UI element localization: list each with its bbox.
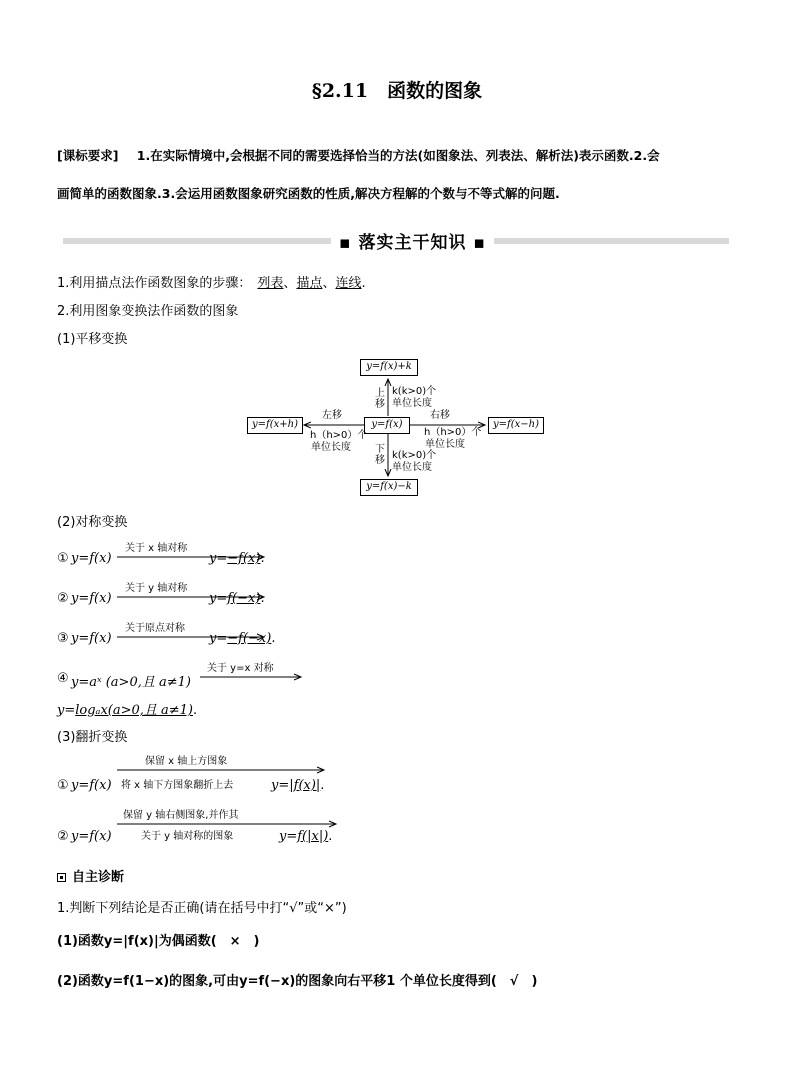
sym3-from: y=f(x) — [71, 631, 112, 646]
left-desc-1: h（h>0）个 — [310, 430, 368, 441]
up-desc-2: 单位长度 — [392, 398, 432, 409]
symmetry-heading: (2)对称变换 — [57, 515, 128, 530]
box-right: y=f(x−h) — [488, 417, 544, 434]
sym1-from: y=f(x) — [71, 551, 112, 566]
sym4-answer: logₐx(a>0,且 a≠1) — [75, 703, 194, 718]
flip1-answer: |f(x)| — [289, 778, 321, 793]
left-desc-2: 单位长度 — [311, 442, 351, 453]
self-check-label: 自主诊断 — [72, 870, 125, 885]
down-label-1: 下 — [375, 444, 385, 455]
right-label: 右移 — [430, 410, 450, 421]
symmetry-item-2: ② y=f(x) 关于 y 轴对称 y=f(−x). — [57, 581, 437, 611]
standard-text-1: 1.在实际情境中,会根据不同的需要选择恰当的方法(如图象法、列表法、解析法)表示函数.2.会 — [136, 148, 660, 163]
box-bottom: y=f(x)−k — [360, 479, 418, 496]
flip2-arrow-top: 保留 y 轴右侧图象,并作其 — [123, 810, 239, 821]
sym2-from: y=f(x) — [71, 591, 112, 606]
self-check-header — [57, 866, 124, 885]
page-title: §2.11 函数的图象 — [311, 80, 483, 102]
standard-line-2: 画简单的函数图象.3.会运用函数图象研究函数的性质,解决方程解的个数与不等式解的问题. — [57, 186, 560, 201]
right-desc-2: 单位长度 — [425, 439, 465, 450]
down-desc-2: 单位长度 — [392, 462, 432, 473]
translation-diagram — [0, 0, 794, 520]
self-check-s2: (2)函数y=f(1−x)的图象,可由y=f(−x)的图象向右平移1 个单位长度得到( √ ) — [57, 974, 538, 989]
answer-3: 连线 — [335, 276, 362, 291]
flip-heading: (3)翻折变换 — [57, 730, 128, 745]
point-1-text: 1.利用描点法作函数图象的步骤： — [57, 276, 252, 291]
self-check-s1: (1)函数y=|f(x)|为偶函数( × ) — [57, 934, 260, 949]
sym4-arrow — [200, 673, 304, 681]
self-check-q1: 1.判断下列结论是否正确(请在括号中打“√”或“×”) — [57, 901, 347, 916]
up-label-2: 移 — [375, 399, 385, 410]
sym1-arrow-label: 关于 x 轴对称 — [125, 543, 188, 554]
symmetry-item-4-result: y=logₐx(a>0,且 a≠1). — [57, 703, 198, 718]
square-bullet-icon — [57, 873, 66, 882]
left-label: 左移 — [322, 410, 342, 421]
down-label-2: 移 — [375, 455, 385, 466]
sym4-arrow-label: 关于 y=x 对称 — [207, 663, 274, 674]
flip1-arrow — [117, 766, 327, 774]
symmetry-item-3: ③ y=f(x) 关于原点对称 y=−f(−x). — [57, 621, 437, 651]
sym2-answer: f(−x) — [227, 591, 261, 606]
box-top: y=f(x)+k — [360, 359, 418, 376]
point-2: 2.利用图象变换法作函数的图象 — [57, 304, 239, 319]
symmetry-item-4: ④ y=aˣ (a>0,且 a≠1) 关于 y=x 对称 — [57, 661, 457, 691]
section-title: ▪ 落实主干知识 ▪ — [331, 228, 494, 253]
symmetry-item-1: ① y=f(x) 关于 x 轴对称 y=−f(x). — [57, 541, 437, 571]
translation-heading: (1)平移变换 — [57, 332, 128, 347]
down-desc-1: k(k>0)个 — [392, 450, 437, 461]
standard-label: [课标要求] — [57, 148, 119, 163]
flip2-from: y=f(x) — [71, 829, 112, 844]
sym2-arrow-label: 关于 y 轴对称 — [125, 583, 188, 594]
sym1-answer: −f(x) — [227, 551, 261, 566]
flip1-arrow-bottom: 将 x 轴下方图象翻折上去 — [121, 780, 234, 791]
flip1-arrow-top: 保留 x 轴上方图象 — [145, 756, 228, 767]
flip-item-1: ① y=f(x) 保留 x 轴上方图象 将 x 轴下方图象翻折上去 y=|f(x)|. — [57, 750, 457, 798]
up-desc-1: k(k>0)个 — [392, 386, 437, 397]
box-center: y=f(x) — [364, 417, 410, 434]
sym3-answer: −f(−x) — [227, 631, 272, 646]
flip-item-2: ② y=f(x) 保留 y 轴右侧图象,并作其 关于 y 轴对称的图象 y=f(|x|). — [57, 803, 477, 851]
translation-arrows — [0, 0, 794, 520]
up-label-1: 上 — [375, 388, 385, 399]
flip1-from: y=f(x) — [71, 778, 112, 793]
flip2-answer: f(|x|) — [297, 829, 329, 844]
box-left: y=f(x+h) — [247, 417, 303, 434]
sym4-from: y=aˣ (a>0,且 a≠1) — [71, 675, 191, 690]
sym3-arrow-label: 关于原点对称 — [125, 623, 185, 634]
flip2-arrow-bottom: 关于 y 轴对称的图象 — [141, 831, 234, 842]
right-desc-1: h（h>0）个 — [424, 427, 482, 438]
answer-2: 描点 — [296, 276, 323, 291]
point-1: 1.利用描点法作函数图象的步骤： 列表、描点、连线. — [57, 276, 366, 291]
answer-1: 列表 — [257, 276, 284, 291]
